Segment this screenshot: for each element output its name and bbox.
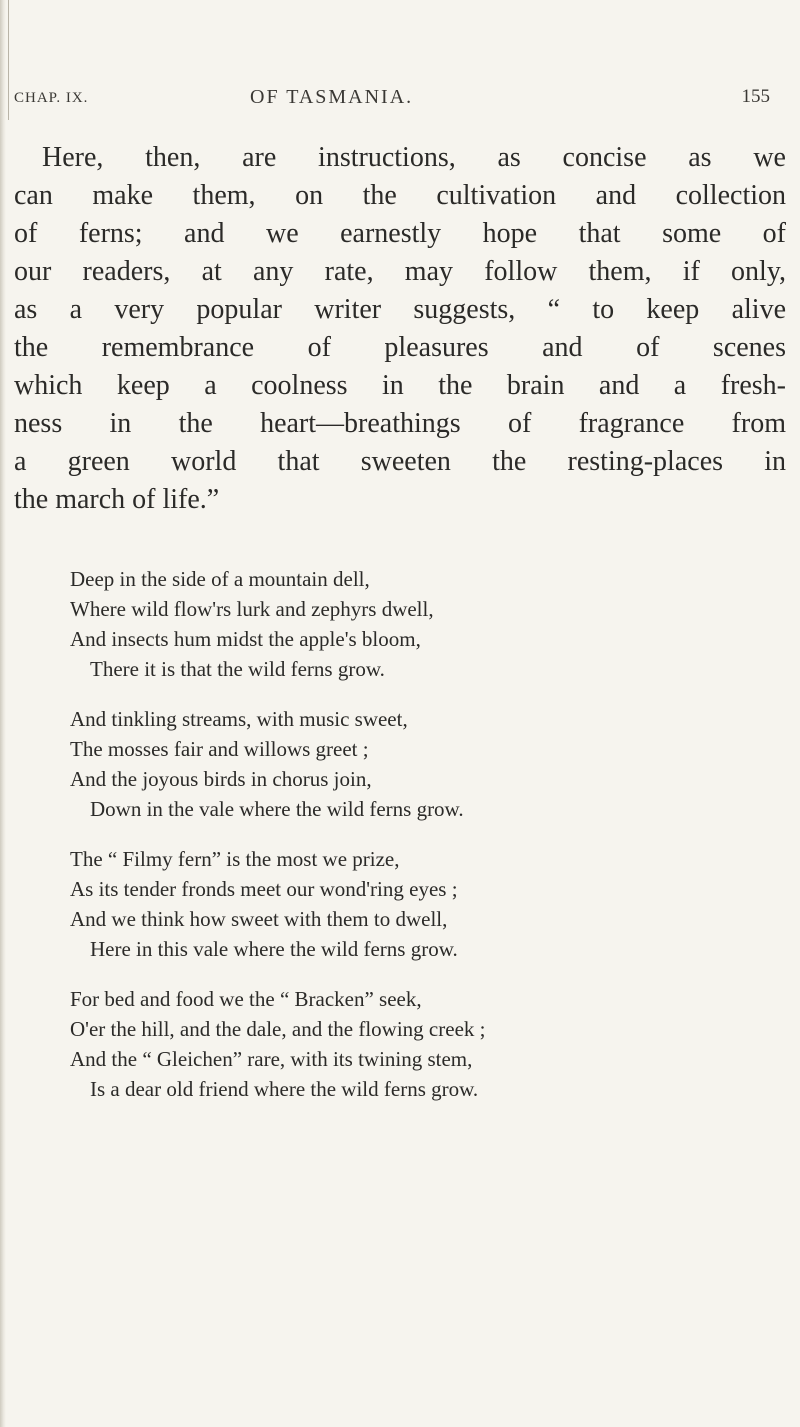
- poem-stanza: [0, 984, 800, 1104]
- poem-stanza: [0, 844, 800, 964]
- paragraph-line: our readers, at any rate, may follow them, if only,: [14, 256, 786, 287]
- poem-line: And the joyous birds in chorus join,: [70, 767, 372, 791]
- poem-line: And insects hum midst the apple's bloom,: [70, 627, 421, 651]
- poem-stanza: [0, 704, 800, 824]
- paragraph-line: the remembrance of pleasures and of scenes: [14, 332, 786, 363]
- paragraph-line: which keep a coolness in the brain and a fresh-: [14, 370, 786, 401]
- poem: [0, 564, 800, 1124]
- poem-line: Where wild flow'rs lurk and zephyrs dwell,: [70, 597, 434, 621]
- poem-line: As its tender fronds meet our wond'ring eyes ;: [70, 877, 458, 901]
- body-paragraph: [14, 139, 786, 519]
- poem-stanza: [0, 564, 800, 684]
- poem-line: For bed and food we the “ Bracken” seek,: [70, 987, 422, 1011]
- paragraph-line: ness in the heart—breathings of fragrance from: [14, 408, 786, 439]
- paragraph-line: can make them, on the cultivation and collection: [14, 180, 786, 211]
- paragraph-line: a green world that sweeten the resting-places in: [14, 446, 786, 477]
- poem-refrain-line: Here in this vale where the wild ferns grow.: [90, 937, 458, 961]
- paragraph-line: the march of life.”: [14, 484, 220, 515]
- paragraph-line: of ferns; and we earnestly hope that some of: [14, 218, 786, 249]
- running-head: [0, 86, 800, 116]
- paragraph-line: as a very popular writer suggests, “ to keep alive: [14, 294, 786, 325]
- poem-line: Deep in the side of a mountain dell,: [70, 567, 370, 591]
- paragraph-line: Here, then, are instructions, as concise as we: [42, 142, 786, 173]
- chapter-label: CHAP. IX.: [14, 90, 89, 106]
- poem-refrain-line: Is a dear old friend where the wild ferns grow.: [90, 1077, 479, 1101]
- poem-line: The “ Filmy fern” is the most we prize,: [70, 847, 400, 871]
- poem-line: And we think how sweet with them to dwell,: [70, 907, 448, 931]
- poem-line: And the “ Gleichen” rare, with its twining stem,: [70, 1047, 473, 1071]
- running-title: OF TASMANIA.: [250, 86, 414, 108]
- poem-refrain-line: There it is that the wild ferns grow.: [90, 657, 385, 681]
- poem-line: And tinkling streams, with music sweet,: [70, 707, 408, 731]
- poem-line: The mosses fair and willows greet ;: [70, 737, 369, 761]
- poem-refrain-line: Down in the vale where the wild ferns grow.: [90, 797, 464, 821]
- poem-line: O'er the hill, and the dale, and the flowing creek ;: [70, 1017, 486, 1041]
- page-number: 155: [741, 86, 770, 107]
